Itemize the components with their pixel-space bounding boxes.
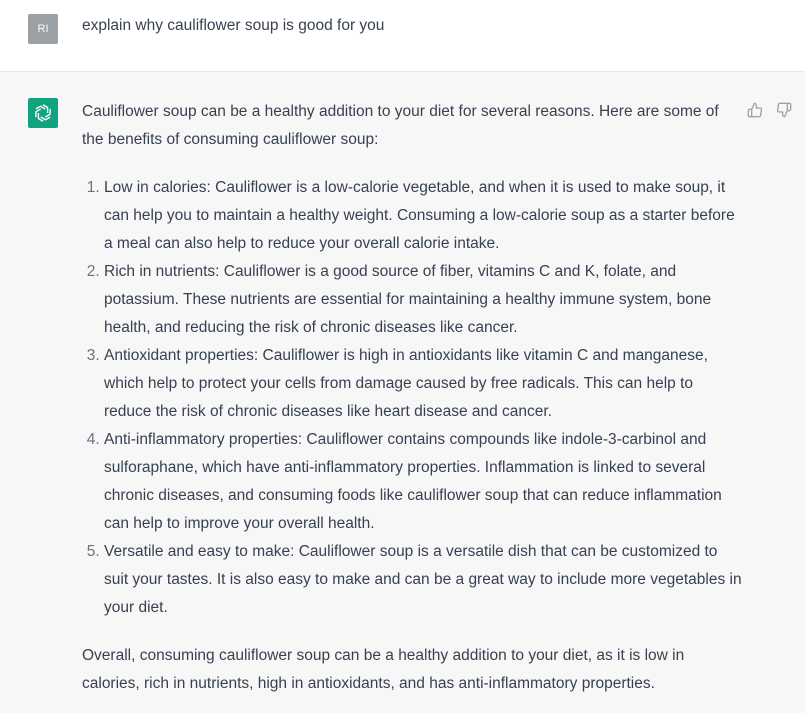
assistant-avatar — [28, 98, 58, 128]
benefits-list — [82, 174, 742, 622]
assistant-conclusion: Overall, consuming cauliflower soup can be a healthy addition to your diet, as it is low in calories, rich in nutrients, high in antioxidants, and has anti-inflammatory properties. — [82, 647, 685, 692]
assistant-message-row — [0, 73, 805, 713]
list-item: 2. Rich in nutrients: Cauliflower is a good source of fiber, vitamins C and K, folate, and potassium. These nutrients are essential for maintaining a healthy immune system, bone health, and reducing the risk of chronic diseases like cancer. — [104, 258, 742, 342]
user-avatar: RI — [28, 14, 58, 44]
thumbs-up-button[interactable] — [746, 101, 764, 119]
thumbs-down-button[interactable] — [775, 101, 793, 119]
thumbs-down-icon — [776, 102, 792, 118]
user-message-text: explain why cauliflower soup is good for you — [82, 17, 385, 34]
list-item: 5. Versatile and easy to make: Cauliflower soup is a versatile dish that can be customized to suit your tastes. It is also easy to make and can be a great way to include more vegetables in your diet. — [104, 538, 742, 622]
list-item: 4. Anti-inflammatory properties: Cauliflower contains compounds like indole-3-carbinol and sulforaphane, which have anti-inflammatory properties. Inflammation is linked to several chronic diseases, and consuming foods like cauliflower soup that can reduce inflammation can help to improve your overall health. — [104, 426, 742, 538]
assistant-intro: Cauliflower soup can be a healthy addition to your diet for several reasons. Here are some of the benefits of consuming cauliflower soup: — [82, 103, 719, 148]
thumbs-up-icon — [747, 102, 763, 118]
list-item: 1. Low in calories: Cauliflower is a low-calorie vegetable, and when it is used to make soup, it can help you to maintain a healthy weight. Consuming a low-calorie soup as a starter before a meal can also help to reduce your overall calorie intake. — [104, 174, 742, 258]
assistant-message-content — [82, 98, 742, 698]
openai-logo-icon — [32, 102, 54, 124]
user-message-row — [0, 0, 805, 72]
list-item: 3. Antioxidant properties: Cauliflower is high in antioxidants like vitamin C and manganese, which help to protect your cells from damage caused by free radicals. This can help to reduce the risk of chronic diseases like heart disease and cancer. — [104, 342, 742, 426]
